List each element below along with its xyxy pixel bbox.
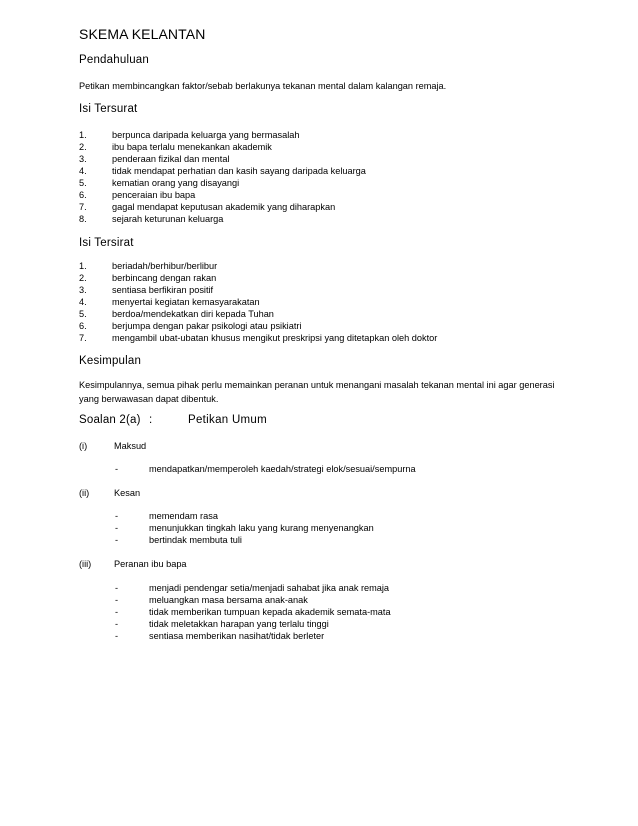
item-number: 2.	[79, 142, 87, 152]
dash-bullet: -	[115, 607, 119, 617]
isi-tersurat-heading: Isi Tersurat	[79, 103, 138, 115]
dash-bullet: -	[115, 619, 119, 629]
item-number: 3.	[79, 154, 87, 164]
item-text: berjumpa dengan pakar psikologi atau psikiatri	[112, 321, 302, 331]
kesimpulan-heading: Kesimpulan	[79, 355, 142, 367]
item-text: berdoa/mendekatkan diri kepada Tuhan	[112, 309, 274, 319]
item-number: 3.	[79, 285, 87, 295]
pendahuluan-heading: Pendahuluan	[79, 54, 149, 66]
part-line-text: menunjukkan tingkah laku yang kurang menyenangkan	[149, 523, 374, 533]
item-number: 4.	[79, 297, 87, 307]
part-line-text: memendam rasa	[149, 511, 218, 521]
part-number: (iii)	[79, 559, 92, 569]
item-text: penderaan fizikal dan mental	[112, 154, 230, 164]
item-text: ibu bapa terlalu menekankan akademik	[112, 142, 272, 152]
part-line-text: meluangkan masa bersama anak-anak	[149, 595, 308, 605]
soalan-value: Petikan Umum	[188, 414, 268, 426]
kesimpulan-text: Kesimpulannya, semua pihak perlu memainkan peranan untuk menangani masalah tekanan mental ini agar generasi yang berwawasan dapat dibentuk.	[79, 380, 555, 404]
part-line-text: mendapatkan/memperoleh kaedah/strategi elok/sesuai/sempurna	[149, 464, 416, 474]
item-number: 1.	[79, 261, 87, 271]
item-text: sentiasa berfikiran positif	[112, 285, 214, 295]
item-text: tidak mendapat perhatian dan kasih sayang daripada keluarga	[112, 166, 366, 176]
part-number: (i)	[79, 441, 88, 451]
item-text: berpunca daripada keluarga yang bermasalah	[112, 130, 300, 140]
item-text: mengambil ubat-ubatan khusus mengikut preskripsi yang ditetapkan oleh doktor	[112, 333, 438, 343]
dash-bullet: -	[115, 631, 119, 641]
item-text: beriadah/berhibur/berlibur	[112, 261, 218, 271]
item-number: 1.	[79, 130, 87, 140]
item-number: 2.	[79, 273, 87, 283]
item-text: menyertai kegiatan kemasyarakatan	[112, 297, 260, 307]
part-line-text: bertindak membuta tuli	[149, 535, 242, 545]
part-number: (ii)	[79, 488, 90, 498]
item-number: 7.	[79, 202, 87, 212]
part-line-text: tidak meletakkan harapan yang terlalu tinggi	[149, 619, 329, 629]
dash-bullet: -	[115, 523, 119, 533]
part-label: Kesan	[114, 488, 141, 498]
soalan-colon: :	[149, 414, 153, 426]
pendahuluan-text: Petikan membincangkan faktor/sebab berlakunya tekanan mental dalam kalangan remaja.	[79, 81, 447, 91]
dash-bullet: -	[115, 535, 119, 545]
document-title: SKEMA KELANTAN	[79, 26, 206, 42]
item-text: penceraian ibu bapa	[112, 190, 196, 200]
part-label: Peranan ibu bapa	[114, 559, 187, 569]
item-number: 5.	[79, 309, 87, 319]
dash-bullet: -	[115, 583, 119, 593]
isi-tersirat-heading: Isi Tersirat	[79, 237, 134, 249]
item-number: 7.	[79, 333, 87, 343]
part-label: Maksud	[114, 441, 147, 451]
item-number: 8.	[79, 214, 87, 224]
part-line-text: tidak memberikan tumpuan kepada akademik semata-mata	[149, 607, 391, 617]
item-number: 6.	[79, 190, 87, 200]
item-number: 6.	[79, 321, 87, 331]
dash-bullet: -	[115, 511, 119, 521]
item-text: kematian orang yang disayangi	[112, 178, 240, 188]
item-number: 5.	[79, 178, 87, 188]
item-text: sejarah keturunan keluarga	[112, 214, 224, 224]
dash-bullet: -	[115, 595, 119, 605]
item-text: berbincang dengan rakan	[112, 273, 217, 283]
item-text: gagal mendapat keputusan akademik yang diharapkan	[112, 202, 336, 212]
part-line-text: menjadi pendengar setia/menjadi sahabat jika anak remaja	[149, 583, 390, 593]
part-line-text: sentiasa memberikan nasihat/tidak berleter	[149, 631, 325, 641]
soalan-label: Soalan 2(a)	[79, 414, 141, 426]
dash-bullet: -	[115, 464, 119, 474]
item-number: 4.	[79, 166, 87, 176]
